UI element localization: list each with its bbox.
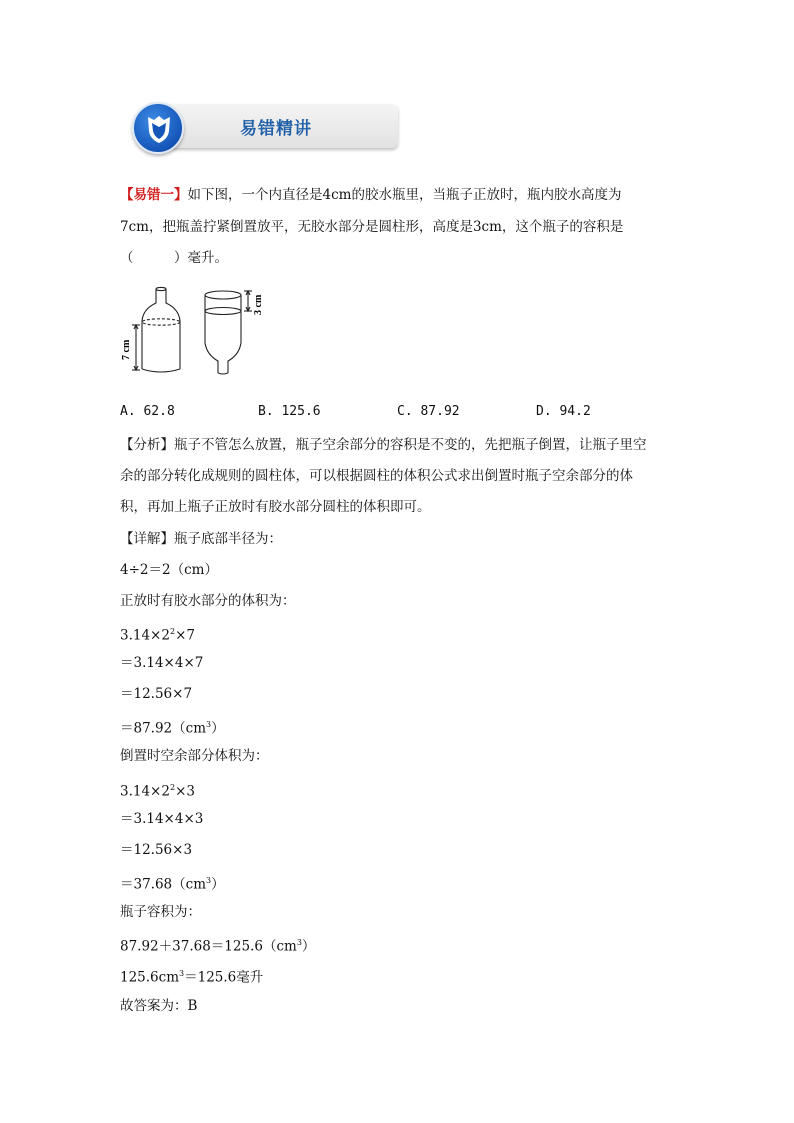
detail-line: ＝12.56×7 — [120, 686, 193, 702]
detail-line: 正放时有胶水部分的体积为： — [120, 593, 296, 609]
label-3cm: 3 cm — [253, 294, 264, 315]
section-banner — [120, 100, 400, 156]
detail-line: 瓶子容积为： — [120, 904, 201, 920]
question-line-3: （ ）毫升。 — [120, 250, 228, 266]
option-c[interactable]: C. 87.92 — [397, 404, 460, 419]
detail-line: 倒置时空余部分体积为： — [120, 748, 269, 764]
shield-icon — [146, 114, 172, 144]
question-line-1: 【易错一】如下图，一个内直径是4cm的胶水瓶里，当瓶子正放时，瓶内胶水高度为 — [120, 187, 622, 203]
analysis-line-2: 余的部分转化成规则的圆柱体，可以根据圆柱的体积公式求出倒置时瓶子空余部分的体 — [120, 468, 633, 484]
analysis-line-3: 积，再加上瓶子正放时有胶水部分圆柱的体积即可。 — [120, 499, 431, 515]
detail-heading: 【详解】瓶子底部半径为： — [120, 531, 282, 547]
question-tag: 【易错一】 — [120, 187, 188, 203]
detail-line: $125.6cm^3=125.6$毫升 — [120, 969, 264, 986]
detail-line: ＝3.14×4×3 — [120, 811, 204, 827]
detail-line: 4÷2＝2（cm） — [120, 562, 218, 578]
option-d[interactable]: D. 94.2 — [536, 404, 591, 419]
detail-line: $=37.68(cm^3)$ — [120, 876, 225, 893]
bottle-diagram — [115, 285, 275, 380]
detail-line: $87.92+37.68=125.6(cm^3)$ — [120, 938, 316, 955]
detail-line: $=87.92(cm^3)$ — [120, 720, 225, 737]
detail-line: ＝3.14×4×7 — [120, 655, 204, 671]
analysis-line-1: 【分析】瓶子不管怎么放置，瓶子空余部分的容积是不变的，先把瓶子倒置，让瓶子里空 — [120, 437, 647, 453]
banner-badge — [132, 102, 184, 154]
detail-line: $3.14\times 2^2\times 3$ — [120, 783, 195, 800]
label-7cm: 7 cm — [121, 339, 132, 360]
question-line-2: 7cm，把瓶盖拧紧倒置放平，无胶水部分是圆柱形，高度是3cm，这个瓶子的容积是 — [120, 219, 624, 235]
banner-title: 易错精讲 — [240, 119, 312, 139]
option-b[interactable]: B. 125.6 — [258, 404, 321, 419]
detail-answer: 故答案为：B — [120, 998, 198, 1014]
bottle-figure — [115, 285, 275, 380]
detail-line: $3.14\times 2^2\times 7$ — [120, 627, 195, 644]
detail-line: ＝12.56×3 — [120, 842, 193, 858]
option-a[interactable]: A. 62.8 — [120, 404, 175, 419]
